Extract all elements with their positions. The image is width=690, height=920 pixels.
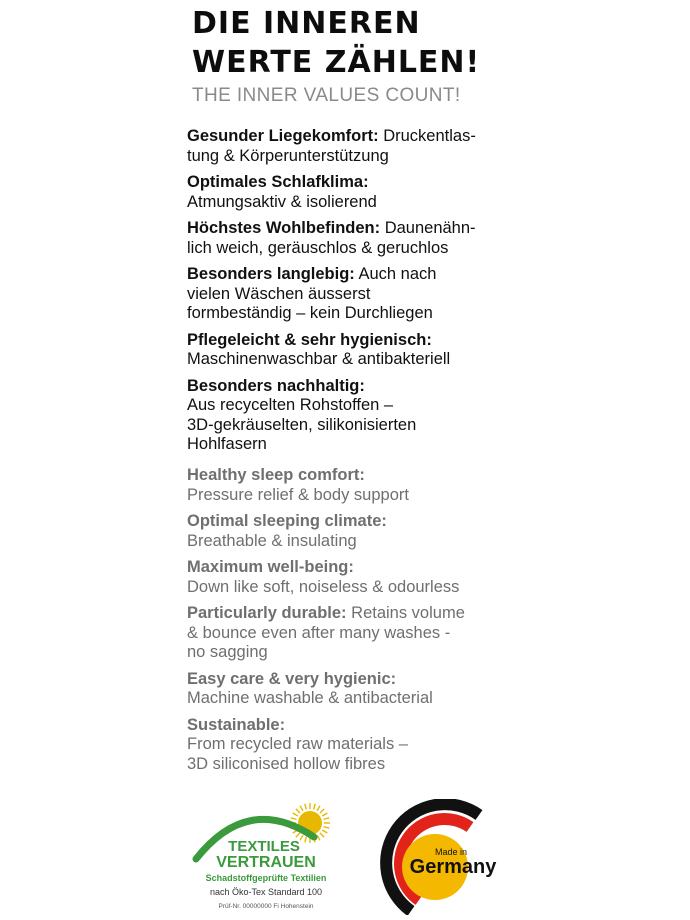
feature-heading: Höchstes Wohlbefinden: [187,219,381,237]
sun-ray [320,809,324,813]
feature-item [187,466,517,505]
feature-item [187,604,517,663]
sun-ray [320,833,324,837]
feature-heading: Gesunder Liegekomfort: [187,127,379,145]
feature-text: Maschinenwaschbar & antibakteriell [187,350,451,368]
page-subtitle: THE INNER VALUES COUNT! [192,85,461,106]
sun-ray [317,806,320,811]
feature-heading: Particularly durable: [187,604,347,622]
feature-heading: Sustainable: [187,715,286,734]
sun-ray [291,818,297,820]
feature-text: Daunenähn- lich weich, geräuschlos & geruchlos [187,219,476,257]
sun-ray [296,809,300,813]
sun-ray [317,835,320,840]
oeko-line-4: nach Öko-Tex Standard 100 [209,887,323,897]
feature-text: Atmungsaktiv & isolierend [187,192,377,211]
feature-text: Aus recycelten Rohstoffen – 3D-gekräuselten, silikonisierten Hohlfasern [187,396,417,453]
german-feature-list [187,127,517,462]
feature-heading: Pflegeleicht & sehr hygienisch: [187,330,432,349]
feature-item [187,173,517,212]
feature-text: From recycled raw materials – 3D siliconised hollow fibres [187,735,408,773]
feature-item [187,127,517,166]
sun-ray [324,818,330,820]
feature-text: Retains volume & bounce even after many washes - no sagging [187,604,465,661]
feature-item [187,670,517,709]
feature-item [187,219,517,258]
feature-text: Druckentlas- tung & Körperunterstützung [187,127,476,165]
sun-ray [300,835,303,840]
oeko-tex-logo [188,799,348,915]
feature-heading: Optimales Schlafklima: [187,173,369,191]
sun-ray [322,830,327,833]
feature-item [187,512,517,551]
feature-text: Pressure relief & body support [187,485,409,504]
made-in-germany-logo [353,799,503,915]
sun-ray [300,806,303,811]
made-in-label: Made in [434,847,468,857]
feature-heading: Maximum well-being: [187,558,354,576]
english-feature-list [187,466,517,781]
title-line-1: DIE INNEREN [192,6,421,41]
feature-text: Breathable & insulating [187,531,357,550]
germany-label: Germany [409,856,497,878]
oeko-line-3: Schadstoffgeprüfte Textilien [205,873,327,883]
feature-item [187,331,517,370]
feature-heading: Besonders nachhaltig: [187,376,365,395]
feature-heading: Easy care & very hygienic: [187,669,397,688]
feature-heading: Healthy sleep comfort: [187,466,365,484]
feature-text: Down like soft, noiseless & odourless [187,577,460,596]
title-line-2: WERTE ZÄHLEN! [192,45,481,80]
sun-ray [324,827,330,829]
feature-heading: Optimal sleeping climate: [187,512,387,530]
certification-logos [0,795,690,920]
feature-text: Auch nach vielen Wäschen äusserst formbeständig – kein Durchliegen [187,265,437,322]
oeko-line-2: VERTRAUEN [216,854,316,871]
feature-item [187,558,517,597]
sun-ray [296,833,300,837]
feature-item [187,716,517,775]
oeko-line-5: Prüf-Nr. 00000000 Fi Hohenstein [218,903,314,910]
sun-ray [293,813,298,816]
sun-ray [322,813,327,816]
sun-ray [305,837,307,843]
feature-item [187,265,517,324]
oeko-line-1: TEXTILES [228,838,300,855]
feature-item [187,377,517,455]
sun-ray [314,804,316,810]
feature-heading: Besonders langlebig: [187,265,355,283]
page-title [192,4,480,82]
feature-text: Machine washable & antibacterial [187,689,433,707]
sun-ray [305,804,307,810]
